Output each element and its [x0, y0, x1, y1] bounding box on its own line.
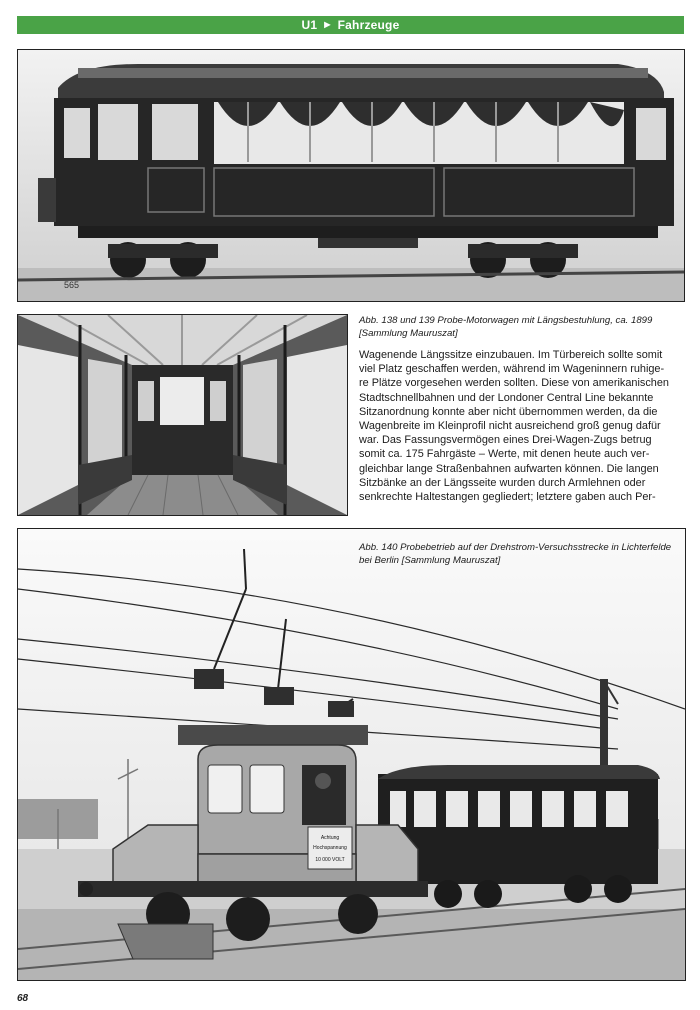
- body-line: somit ca. 175 Fahrgäste – Werte, mit denen heute auch ver-: [359, 448, 650, 461]
- body-line: gleichbar lange Straßenbahnen aufwarten können. Die langen: [359, 462, 659, 475]
- body-line: viel Platz geschaffen werden, während im Wageninnern ruhige-: [359, 363, 665, 376]
- tram-number-label: 565: [64, 280, 80, 290]
- sign-line-1: Achtung: [320, 835, 340, 841]
- caption-abb-138-139: Abb. 138 und 139 Probe-Motorwagen mit Längsbestuhlung, ca. 1899 [Sammlung Mauruszat]: [359, 315, 653, 339]
- sign-line-2: Hochspannung: [313, 845, 347, 851]
- body-line: Wagenbreite im Kleinprofil nicht ausreichend groß genug dafür: [359, 420, 661, 433]
- sign-line-3: 10 000 VOLT: [315, 857, 345, 863]
- body-line: senkrechte Haltestangen gegliedert; letztere gaben auch Per-: [359, 491, 656, 504]
- section-code: U1: [301, 18, 318, 32]
- photo-tram-interior: [17, 314, 348, 516]
- body-line: war. Das Fassungsvermögen eines Drei-Wagen-Zugs betrug: [359, 434, 652, 447]
- body-line: re Plätze vorgesehen werden sollten. Diese von amerikanischen: [359, 377, 669, 390]
- section-header-bar: [17, 16, 684, 34]
- body-line: Sitzbänke an der Längsseite wurden durch Armlehnen oder: [359, 476, 646, 489]
- section-title: Fahrzeuge: [337, 18, 400, 32]
- caption-abb-140: Abb. 140 Probebetrieb auf der Drehstrom-Versuchsstrecke in Lichterfelde bei Berlin [Sammlung Mauruszat]: [359, 542, 672, 566]
- photo-tram-exterior: [17, 49, 685, 302]
- body-line: Wagenende Längssitze einzubauen. Im Türbereich sollte somit: [359, 349, 663, 361]
- triangle-right-icon: ▶: [324, 19, 331, 29]
- page-number: 68: [17, 993, 29, 1004]
- body-text: [359, 348, 683, 504]
- body-line: Sitzanordnung konnte aber nicht übernommen werden, da die: [359, 405, 658, 418]
- body-line: Stadtschnellbahnen und der Londoner Central Line bekannte: [359, 391, 654, 404]
- photo-test-locomotive: [17, 528, 686, 981]
